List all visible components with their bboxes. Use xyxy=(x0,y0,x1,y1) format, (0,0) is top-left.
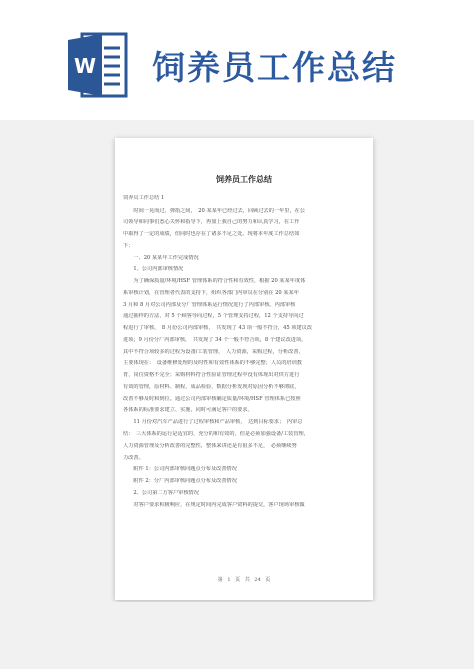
body-line: 1、公司内部审核情况 xyxy=(123,266,184,272)
body-line: 下： xyxy=(123,243,134,249)
body-line: 饲养员工作总结 1 xyxy=(123,195,165,201)
body-line: 对客户要求积极响应，在规定时间内完成客户资料的提交，客户现场审核做 xyxy=(123,502,305,508)
body-line: 程进行了审核， 8 月份公司内部审核， 共发现了 43 项一般不符合，45 项建议改 xyxy=(123,325,313,331)
banner xyxy=(0,0,474,120)
svg-text:W: W xyxy=(73,54,97,78)
body-line: 各体系的标准要求建立、实施，同时可满足客户的要求。 xyxy=(123,407,253,413)
body-line: 为了确保质量/环境/HSF 管理体系的符合性和有效性，根据 20 某某年度体 xyxy=(123,278,306,284)
body-line: 附件 2：分厂内部审核问题点分布及改善情况 xyxy=(123,478,237,484)
body-line: 改善不够及时和到位。通过公司内部审核确定质量/环境/HSF 管理体系已按照 xyxy=(123,396,301,402)
word-document-icon xyxy=(68,30,130,100)
document-title: 饲养员工作总结 xyxy=(216,175,272,184)
banner-title: 饲养员工作总结 xyxy=(152,48,397,87)
body-line: 主要体现在： 设备维修处理的及时性和有效性体系的不够完整；人员的培训教 xyxy=(123,360,302,366)
body-line: 通过抽样的方法，对 5 个顾客导向过程，5 个管理支持过程，12 个支持导向过 xyxy=(123,313,304,319)
body-line: 进项；9 月份分厂内部审核， 共发现了 34 个一般不符合项，8 个建议改进项。 xyxy=(123,337,307,343)
body-line: 2、公司第二方客户审核情况 xyxy=(123,490,199,496)
page-indicator: 第 1 页 共 24 页 xyxy=(217,577,271,583)
body-line: 司领导和同事们悉心关怀和指导下，再加上我自己的努力和认真学习，在工作 xyxy=(123,219,300,225)
body-line: 时间一晃而过，弹指之间， 20 某某年已经过去，回顾过去的一年里，在公 xyxy=(123,208,306,214)
document-page xyxy=(115,138,373,600)
body-line: 力改善。 xyxy=(123,455,144,461)
body-line: 人力资源管理及分析改善的完整性，整体来讲还是有很多不足， 必须继续努 xyxy=(123,443,297,449)
body-line: 中取得了一定的成绩，但同时也存在了诸多不足之处。现将本年度工作总结如 xyxy=(123,231,300,237)
body-line: 一、20 某某年工作完成情况 xyxy=(123,255,199,261)
body-line: 11 月份对汽车产品进行了过程审核和产品审核， 达到目标要求； 内审总 xyxy=(123,419,303,425)
body-line: 系审核计划，在管理者代表的支持下，组织各部门内审员在分别在 20 某某年 xyxy=(123,290,299,296)
body-line: 有效的管理，原材料、制程，成品检验，数据分析发现对原因分析不够彻底， xyxy=(123,384,300,390)
body-line: 其中不符合项较多的过程为设备/工装管理， 人力资源，采购过程，分析改善， xyxy=(123,349,304,355)
body-line: 育，岗位资格不完全；采购材料符合性验证管理过程中没有体现出对供方进行 xyxy=(123,372,300,378)
footer-area xyxy=(0,602,474,669)
body-line: 3 月和 8 月对公司内部及分厂管理体系运行情况进行了内部审核。内部审核 xyxy=(123,302,296,308)
body-line: 结： 三大体系的运行是适宜的、充分的和有效的，但是必须加强设备/工装管理， xyxy=(123,431,309,437)
body-line: 附件 1：公司内部审核问题点分布及改善情况 xyxy=(123,466,237,472)
